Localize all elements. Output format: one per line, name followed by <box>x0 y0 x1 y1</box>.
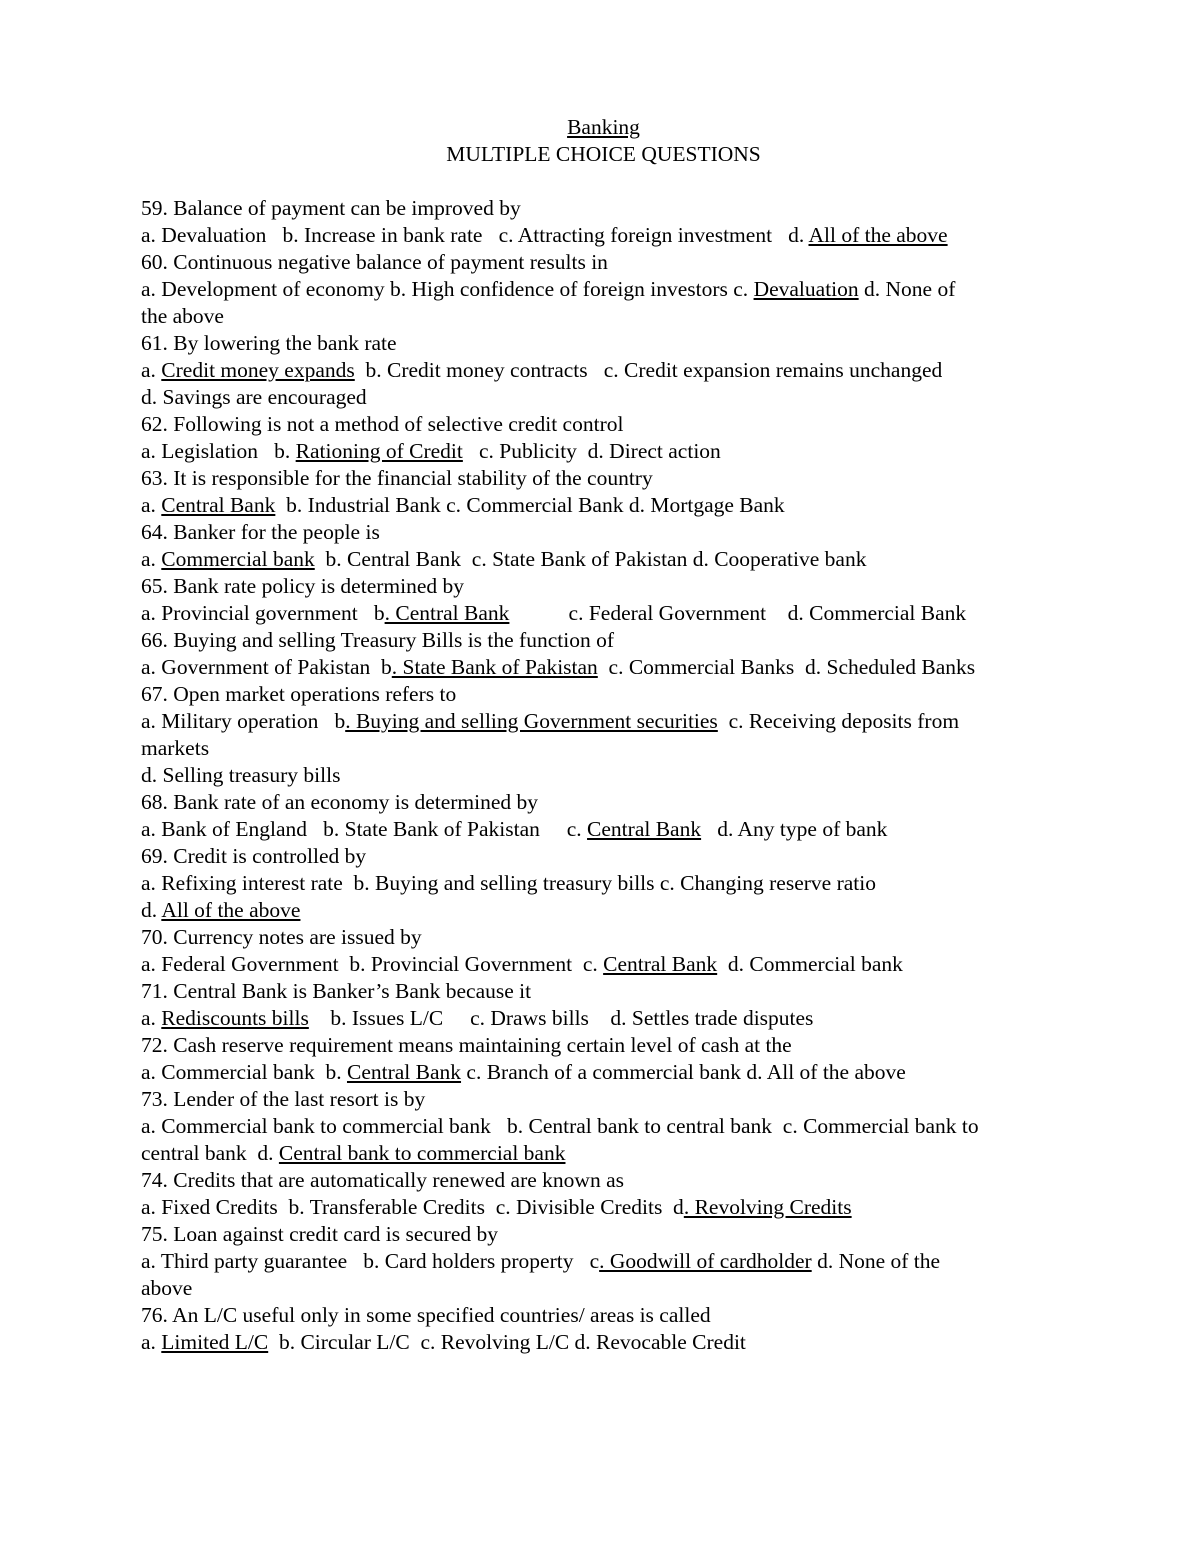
line-text: a. <box>141 358 162 382</box>
line-text: 63. It is responsible for the financial stability of the country <box>141 466 653 490</box>
line-text: c. Branch of a commercial bank d. All of the above <box>461 1060 906 1084</box>
line-text: a. Refixing interest rate b. Buying and selling treasury bills c. Changing reserve ratio <box>141 871 876 895</box>
text-line <box>141 195 1066 222</box>
line-text: d. Savings are encouraged <box>141 385 367 409</box>
correct-answer: Commercial bank <box>161 547 315 571</box>
text-line <box>141 924 1066 951</box>
text-line <box>141 1086 1066 1113</box>
text-line <box>141 303 1066 330</box>
text-line <box>141 330 1066 357</box>
correct-answer: All of the above <box>808 223 948 247</box>
line-text: 62. Following is not a method of selective credit control <box>141 412 624 436</box>
text-line <box>141 1221 1066 1248</box>
correct-answer: Rationing of Credit <box>295 439 463 463</box>
line-text: a. Development of economy b. High confidence of foreign investors c. <box>141 277 754 301</box>
line-text: 60. Continuous negative balance of payment results in <box>141 250 608 274</box>
text-line <box>141 573 1066 600</box>
line-text: b. Issues L/C c. Draws bills d. Settles trade disputes <box>308 1006 814 1030</box>
line-text: a. <box>141 1006 162 1030</box>
line-text: d. Any type of bank <box>701 817 888 841</box>
correct-answer: Central Bank <box>603 952 718 976</box>
text-line <box>141 627 1066 654</box>
text-line <box>141 735 1066 762</box>
line-text: a. <box>141 493 162 517</box>
line-text: b. Industrial Bank c. Commercial Bank d. Mortgage Bank <box>275 493 785 517</box>
text-line <box>141 1302 1066 1329</box>
text-line <box>141 492 1066 519</box>
question-list <box>141 195 1066 1356</box>
text-line <box>141 546 1066 573</box>
line-text: 61. By lowering the bank rate <box>141 331 397 355</box>
correct-answer: . State Bank of Pakistan <box>391 655 598 679</box>
line-text: 71. Central Bank is Banker’s Bank because it <box>141 979 532 1003</box>
document-page <box>141 114 1066 1356</box>
line-text: 59. Balance of payment can be improved by <box>141 196 521 220</box>
text-line <box>141 708 1066 735</box>
line-text: 73. Lender of the last resort is by <box>141 1087 426 1111</box>
text-line <box>141 222 1066 249</box>
line-text: d. Selling treasury bills <box>141 763 341 787</box>
line-text: a. Federal Government b. Provincial Government c. <box>141 952 604 976</box>
text-line <box>141 465 1066 492</box>
line-text: d. None of <box>858 277 956 301</box>
text-line <box>141 870 1066 897</box>
text-line <box>141 438 1066 465</box>
line-text: 70. Currency notes are issued by <box>141 925 422 949</box>
correct-answer: Rediscounts bills <box>161 1006 309 1030</box>
line-text: b. Credit money contracts c. Credit expansion remains unchanged <box>354 358 943 382</box>
text-line <box>141 1194 1066 1221</box>
line-text: a. Provincial government b <box>141 601 385 625</box>
text-line <box>141 1005 1066 1032</box>
line-text: 67. Open market operations refers to <box>141 682 457 706</box>
text-line <box>141 762 1066 789</box>
text-line <box>141 1113 1066 1140</box>
line-text: 69. Credit is controlled by <box>141 844 367 868</box>
line-text: c. Receiving deposits from <box>717 709 960 733</box>
document-header <box>141 114 1066 168</box>
text-line <box>141 1032 1066 1059</box>
line-text: b. Circular L/C c. Revolving L/C d. Revocable Credit <box>268 1330 746 1354</box>
line-text: a. Commercial bank to commercial bank b. Central bank to central bank c. Commercial bank to <box>141 1114 979 1138</box>
text-line <box>141 1059 1066 1086</box>
line-text: a. <box>141 547 162 571</box>
line-text: a. Third party guarantee b. Card holders property c <box>141 1249 600 1273</box>
line-text: 76. An L/C useful only in some specified countries/ areas is called <box>141 1303 711 1327</box>
line-text: 74. Credits that are automatically renewed are known as <box>141 1168 624 1192</box>
document-subtitle: MULTIPLE CHOICE QUESTIONS <box>446 142 761 166</box>
correct-answer: . Goodwill of cardholder <box>599 1249 812 1273</box>
line-text: a. Legislation b. <box>141 439 296 463</box>
document-title: Banking <box>567 115 640 139</box>
line-text: 66. Buying and selling Treasury Bills is the function of <box>141 628 614 652</box>
line-text: above <box>141 1276 193 1300</box>
line-text: d. None of the <box>811 1249 941 1273</box>
correct-answer: . Revolving Credits <box>683 1195 852 1219</box>
text-line <box>141 843 1066 870</box>
line-text: b. Central Bank c. State Bank of Pakistan d. Cooperative bank <box>314 547 867 571</box>
correct-answer: Central Bank <box>346 1060 462 1084</box>
text-line <box>141 1329 1066 1356</box>
line-text: the above <box>141 304 224 328</box>
line-text: c. Publicity d. Direct action <box>462 439 721 463</box>
line-text: d. <box>141 898 162 922</box>
line-text: 68. Bank rate of an economy is determined by <box>141 790 539 814</box>
text-line <box>141 519 1066 546</box>
line-text: a. <box>141 1330 162 1354</box>
line-text: a. Commercial bank b. <box>141 1060 347 1084</box>
correct-answer: . Buying and selling Government securities <box>345 709 718 733</box>
line-text: 72. Cash reserve requirement means maintaining certain level of cash at the <box>141 1033 792 1057</box>
line-text: 75. Loan against credit card is secured by <box>141 1222 499 1246</box>
line-text: a. Bank of England b. State Bank of Pakistan c. <box>141 817 588 841</box>
text-line <box>141 681 1066 708</box>
text-line <box>141 897 1066 924</box>
line-text: central bank d. <box>141 1141 279 1165</box>
text-line <box>141 357 1066 384</box>
text-line <box>141 600 1066 627</box>
line-text: c. Commercial Banks d. Scheduled Banks <box>597 655 976 679</box>
text-line <box>141 654 1066 681</box>
line-text: a. Military operation b <box>141 709 346 733</box>
line-text: d. Commercial bank <box>717 952 903 976</box>
text-line <box>141 276 1066 303</box>
line-text: a. Devaluation b. Increase in bank rate c. Attracting foreign investment d. <box>141 223 809 247</box>
correct-answer: Central Bank <box>161 493 276 517</box>
correct-answer: Central Bank <box>587 817 702 841</box>
line-text: a. Fixed Credits b. Transferable Credits c. Divisible Credits d <box>141 1195 684 1219</box>
header-spacer <box>141 168 1066 195</box>
text-line <box>141 816 1066 843</box>
text-line <box>141 978 1066 1005</box>
correct-answer: . Central Bank <box>384 601 510 625</box>
text-line <box>141 789 1066 816</box>
correct-answer: Credit money expands <box>161 358 355 382</box>
line-text: 65. Bank rate policy is determined by <box>141 574 465 598</box>
text-line <box>141 1167 1066 1194</box>
correct-answer: All of the above <box>161 898 301 922</box>
text-line <box>141 1275 1066 1302</box>
correct-answer: Central bank to commercial bank <box>278 1141 566 1165</box>
text-line <box>141 411 1066 438</box>
text-line <box>141 1248 1066 1275</box>
text-line <box>141 249 1066 276</box>
correct-answer: Limited L/C <box>161 1330 269 1354</box>
text-line <box>141 384 1066 411</box>
text-line <box>141 1140 1066 1167</box>
text-line <box>141 951 1066 978</box>
line-text: a. Government of Pakistan b <box>141 655 392 679</box>
line-text: 64. Banker for the people is <box>141 520 380 544</box>
correct-answer: Devaluation <box>753 277 859 301</box>
line-text: c. Federal Government d. Commercial Bank <box>509 601 967 625</box>
line-text: markets <box>141 736 210 760</box>
